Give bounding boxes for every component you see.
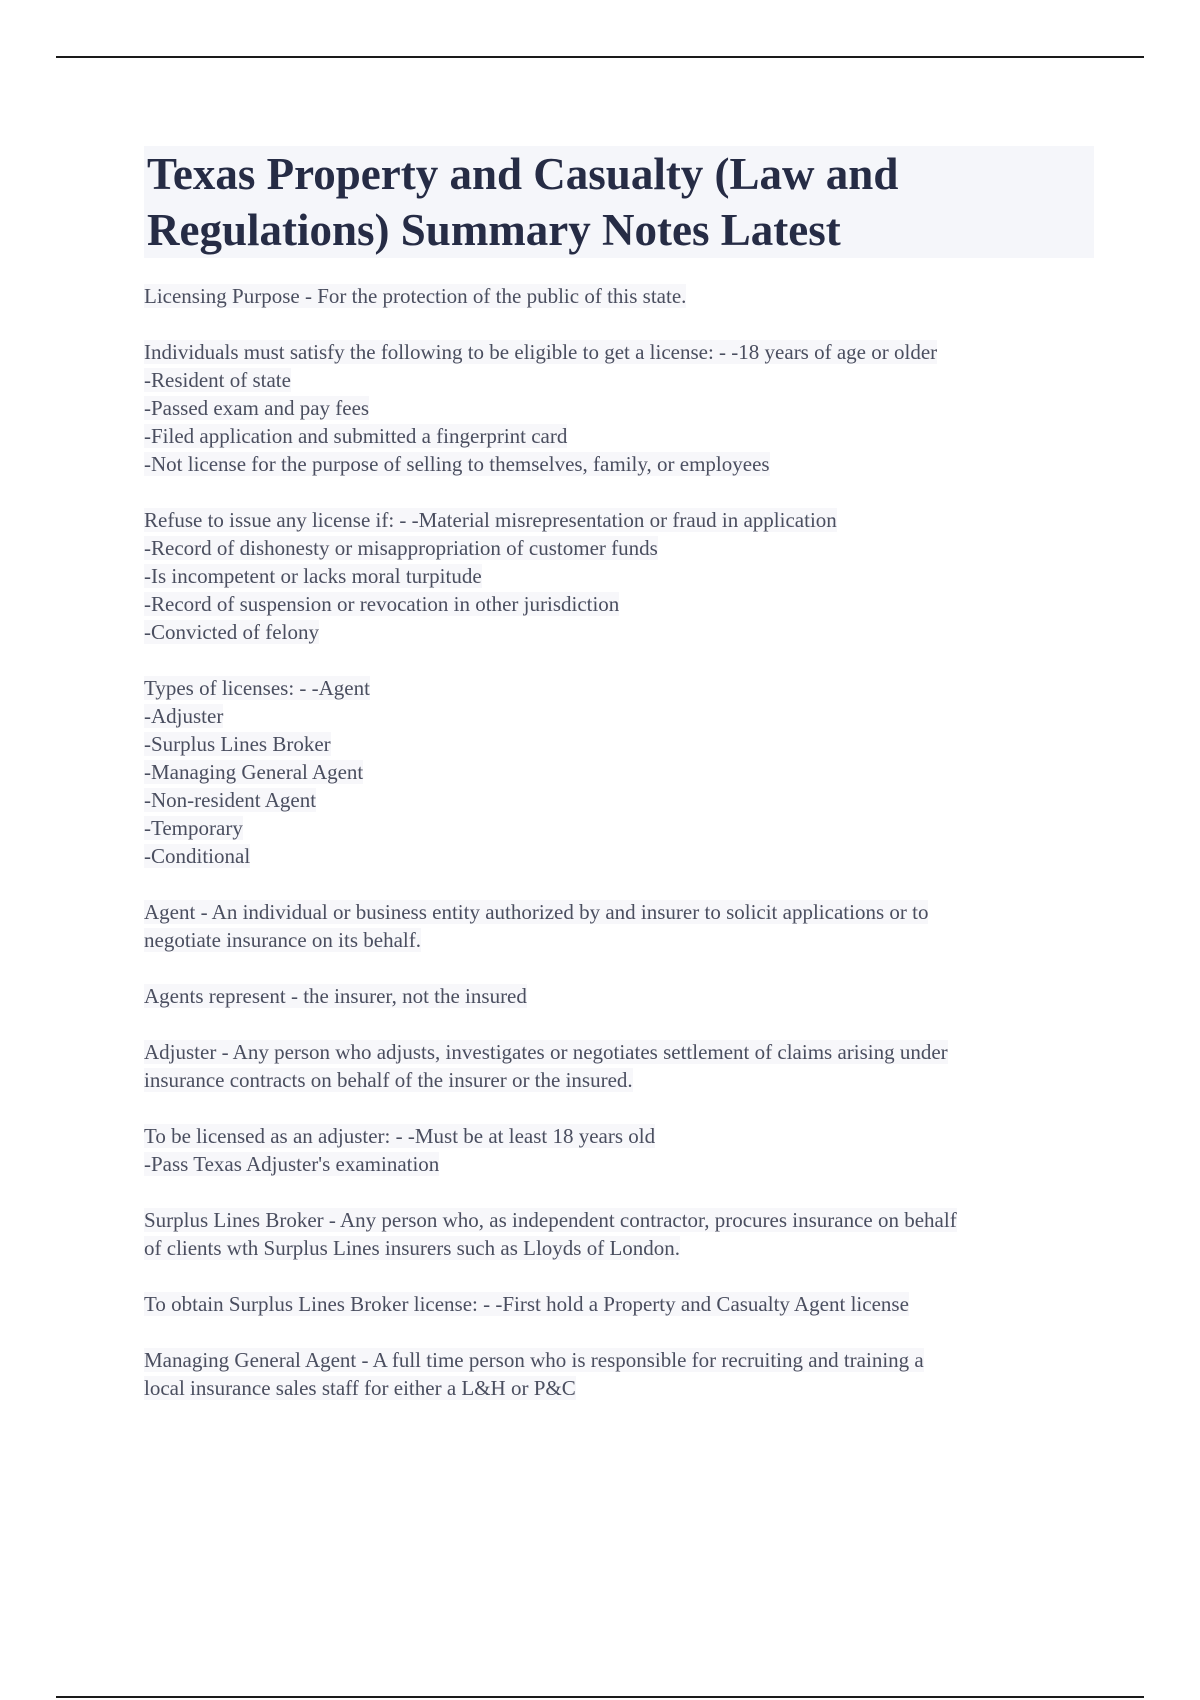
note-line bbox=[144, 534, 1094, 562]
note-line bbox=[144, 842, 1094, 870]
note-line-text: -Convicted of felony bbox=[144, 620, 319, 644]
note-line-text: -Record of dishonesty or misappropriation of customer funds bbox=[144, 536, 658, 560]
note-line bbox=[144, 730, 1094, 758]
note-entry bbox=[144, 1122, 1094, 1178]
note-line-text: -Is incompetent or lacks moral turpitude bbox=[144, 564, 482, 588]
note-line bbox=[144, 926, 1094, 954]
note-line bbox=[144, 422, 1094, 450]
note-entry bbox=[144, 1346, 1094, 1402]
note-line bbox=[144, 674, 1094, 702]
note-line bbox=[144, 786, 1094, 814]
note-line bbox=[144, 1290, 1094, 1318]
note-line bbox=[144, 338, 1094, 366]
note-line bbox=[144, 758, 1094, 786]
note-line-text: Agent - An individual or business entity authorized by and insurer to solicit applications or to bbox=[144, 900, 929, 924]
note-line-text: -Resident of state bbox=[144, 368, 291, 392]
bottom-divider bbox=[56, 1696, 1144, 1698]
note-entry bbox=[144, 1206, 1094, 1262]
note-line bbox=[144, 1206, 1094, 1234]
note-line-text: -Not license for the purpose of selling to themselves, family, or employees bbox=[144, 452, 770, 476]
note-line-text: of clients wth Surplus Lines insurers such as Lloyds of London. bbox=[144, 1236, 681, 1260]
note-line bbox=[144, 1346, 1094, 1374]
note-line-text: -Passed exam and pay fees bbox=[144, 396, 370, 420]
note-line bbox=[144, 366, 1094, 394]
document-body bbox=[144, 146, 1094, 1430]
note-line bbox=[144, 282, 1094, 310]
entry-list bbox=[144, 282, 1094, 1402]
note-line-text: -Pass Texas Adjuster's examination bbox=[144, 1152, 440, 1176]
note-line-text: Adjuster - Any person who adjusts, investigates or negotiates settlement of claims arising under bbox=[144, 1040, 948, 1064]
note-line-text: -Conditional bbox=[144, 844, 251, 868]
note-entry bbox=[144, 282, 1094, 310]
note-line-text: Licensing Purpose - For the protection of the public of this state. bbox=[144, 284, 687, 308]
note-line-text: Managing General Agent - A full time person who is responsible for recruiting and training a bbox=[144, 1348, 924, 1372]
note-line bbox=[144, 1038, 1094, 1066]
note-line bbox=[144, 450, 1094, 478]
note-line-text: -Non-resident Agent bbox=[144, 788, 317, 812]
note-line bbox=[144, 618, 1094, 646]
note-entry bbox=[144, 338, 1094, 478]
note-line-text: -Adjuster bbox=[144, 704, 224, 728]
note-line bbox=[144, 562, 1094, 590]
note-line-text: Individuals must satisfy the following to be eligible to get a license: - -18 years of age or older bbox=[144, 340, 938, 364]
document-title: Texas Property and Casualty (Law and Regulations) Summary Notes Latest bbox=[144, 146, 1094, 258]
note-line-text: insurance contracts on behalf of the insurer or the insured. bbox=[144, 1068, 633, 1092]
note-entry bbox=[144, 1038, 1094, 1094]
note-line-text: Surplus Lines Broker - Any person who, as independent contractor, procures insurance on behalf bbox=[144, 1208, 957, 1232]
note-entry bbox=[144, 506, 1094, 646]
note-entry bbox=[144, 674, 1094, 870]
note-line bbox=[144, 590, 1094, 618]
note-line-text: -Temporary bbox=[144, 816, 243, 840]
note-line-text: local insurance sales staff for either a L&H or P&C bbox=[144, 1376, 576, 1400]
note-line bbox=[144, 1374, 1094, 1402]
note-line bbox=[144, 1066, 1094, 1094]
note-line bbox=[144, 394, 1094, 422]
note-line bbox=[144, 506, 1094, 534]
note-line-text: -Surplus Lines Broker bbox=[144, 732, 331, 756]
note-entry bbox=[144, 982, 1094, 1010]
note-line bbox=[144, 898, 1094, 926]
note-line bbox=[144, 814, 1094, 842]
note-entry bbox=[144, 898, 1094, 954]
note-line-text: Types of licenses: - -Agent bbox=[144, 676, 370, 700]
note-line-text: -Record of suspension or revocation in other jurisdiction bbox=[144, 592, 620, 616]
note-line-text: To be licensed as an adjuster: - -Must be at least 18 years old bbox=[144, 1124, 656, 1148]
note-line-text: -Filed application and submitted a fingerprint card bbox=[144, 424, 568, 448]
note-line-text: To obtain Surplus Lines Broker license: - -First hold a Property and Casualty Agent license bbox=[144, 1292, 909, 1316]
note-entry bbox=[144, 1290, 1094, 1318]
note-line-text: Agents represent - the insurer, not the insured bbox=[144, 984, 527, 1008]
note-line-text: -Managing General Agent bbox=[144, 760, 364, 784]
note-line-text: negotiate insurance on its behalf. bbox=[144, 928, 421, 952]
note-line bbox=[144, 1234, 1094, 1262]
note-line bbox=[144, 702, 1094, 730]
note-line bbox=[144, 1122, 1094, 1150]
top-divider bbox=[56, 56, 1144, 58]
note-line bbox=[144, 1150, 1094, 1178]
note-line-text: Refuse to issue any license if: - -Material misrepresentation or fraud in application bbox=[144, 508, 837, 532]
note-line bbox=[144, 982, 1094, 1010]
